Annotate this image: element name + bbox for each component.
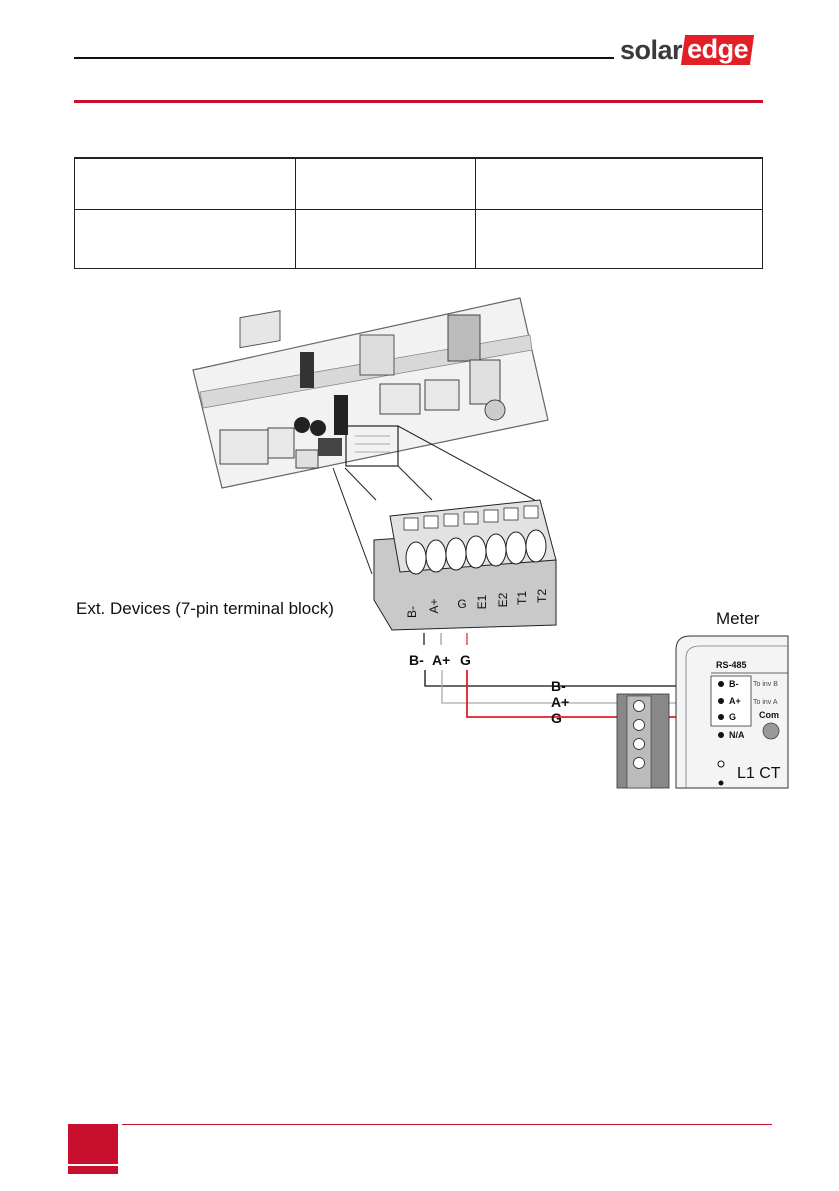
meter-title: Meter <box>716 609 760 628</box>
table-row <box>75 210 763 269</box>
meter-ct-label: L1 CT <box>737 765 781 782</box>
wiring-diagram <box>0 290 839 800</box>
pin-label: A+ <box>427 598 441 614</box>
inverter-board-illustration <box>193 298 548 488</box>
terminal-block <box>374 500 556 630</box>
pin-label: T2 <box>535 588 549 604</box>
table-cell <box>75 210 296 269</box>
meter-pin-label: A+ <box>729 696 741 706</box>
meter-pin-note: To inv B <box>753 681 778 688</box>
pin-ticks <box>424 633 467 645</box>
wire-label-right: A+ <box>551 694 570 710</box>
table-header-cell <box>75 158 296 210</box>
meter-pin-label: N/A <box>729 730 745 740</box>
ext-devices-label: Ext. Devices (7-pin terminal block) <box>76 599 334 618</box>
title-rule <box>74 100 763 103</box>
logo-solar-text: solar <box>620 34 683 65</box>
com-led <box>763 723 779 739</box>
pin-label: E2 <box>496 592 510 608</box>
table-header-row <box>75 158 763 210</box>
meter-rs485-label: RS-485 <box>716 660 747 670</box>
header-rule <box>74 57 614 59</box>
meter-pin-label: G <box>729 712 737 722</box>
meter <box>617 609 788 788</box>
spec-table <box>74 157 763 269</box>
table-header-cell <box>476 158 763 210</box>
wire-label-left: G <box>460 652 471 668</box>
pin-label: T1 <box>515 590 529 606</box>
pin-label: B- <box>405 606 419 618</box>
footer-rule <box>122 1124 772 1125</box>
wire-label-left: B- <box>409 652 424 668</box>
footer-page-block <box>68 1124 118 1164</box>
table-header-cell <box>295 158 476 210</box>
meter-com-label: Com <box>759 710 779 720</box>
table-cell <box>295 210 476 269</box>
pin-label: E1 <box>475 594 489 610</box>
solaredge-logo <box>620 35 752 65</box>
meter-pin-label: B- <box>729 679 739 689</box>
wire-label-right: G <box>551 710 562 726</box>
wire-label-right: B- <box>551 678 566 694</box>
logo-edge-box <box>681 35 754 65</box>
meter-pin-note: To inv A <box>753 699 778 706</box>
table-cell <box>476 210 763 269</box>
pin-label: G <box>457 597 467 611</box>
footer-page-block-base <box>68 1166 118 1174</box>
wire-label-left: A+ <box>432 652 451 668</box>
logo-edge-text: edge <box>687 34 749 64</box>
